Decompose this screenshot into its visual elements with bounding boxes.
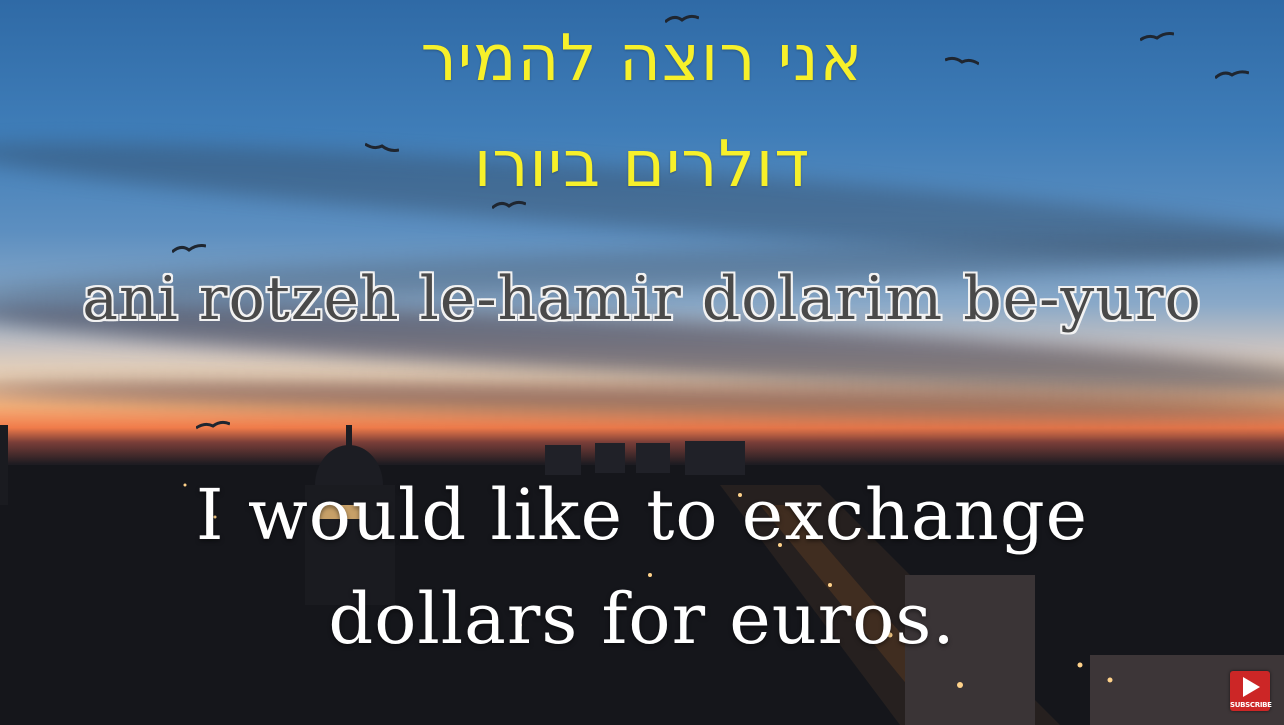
english-subtitle-line-1: I would like to exchange xyxy=(195,474,1089,556)
subscribe-button[interactable] xyxy=(1230,671,1270,711)
hebrew-subtitle-line-1: אני רוצה להמיר xyxy=(420,22,864,96)
english-subtitle-line-2: dollars for euros. xyxy=(328,578,956,660)
subscribe-label: SUBSCRIBE xyxy=(1230,701,1272,709)
city-skyline-silhouette xyxy=(0,425,1284,725)
play-icon xyxy=(1243,677,1260,697)
bird-silhouette xyxy=(196,420,230,430)
bird-silhouette xyxy=(172,244,206,254)
hebrew-subtitle-line-2: דולרים ביורו xyxy=(473,128,811,202)
transliteration-subtitle: ani rotzeh le-hamir dolarim be-yuro xyxy=(82,264,1202,334)
